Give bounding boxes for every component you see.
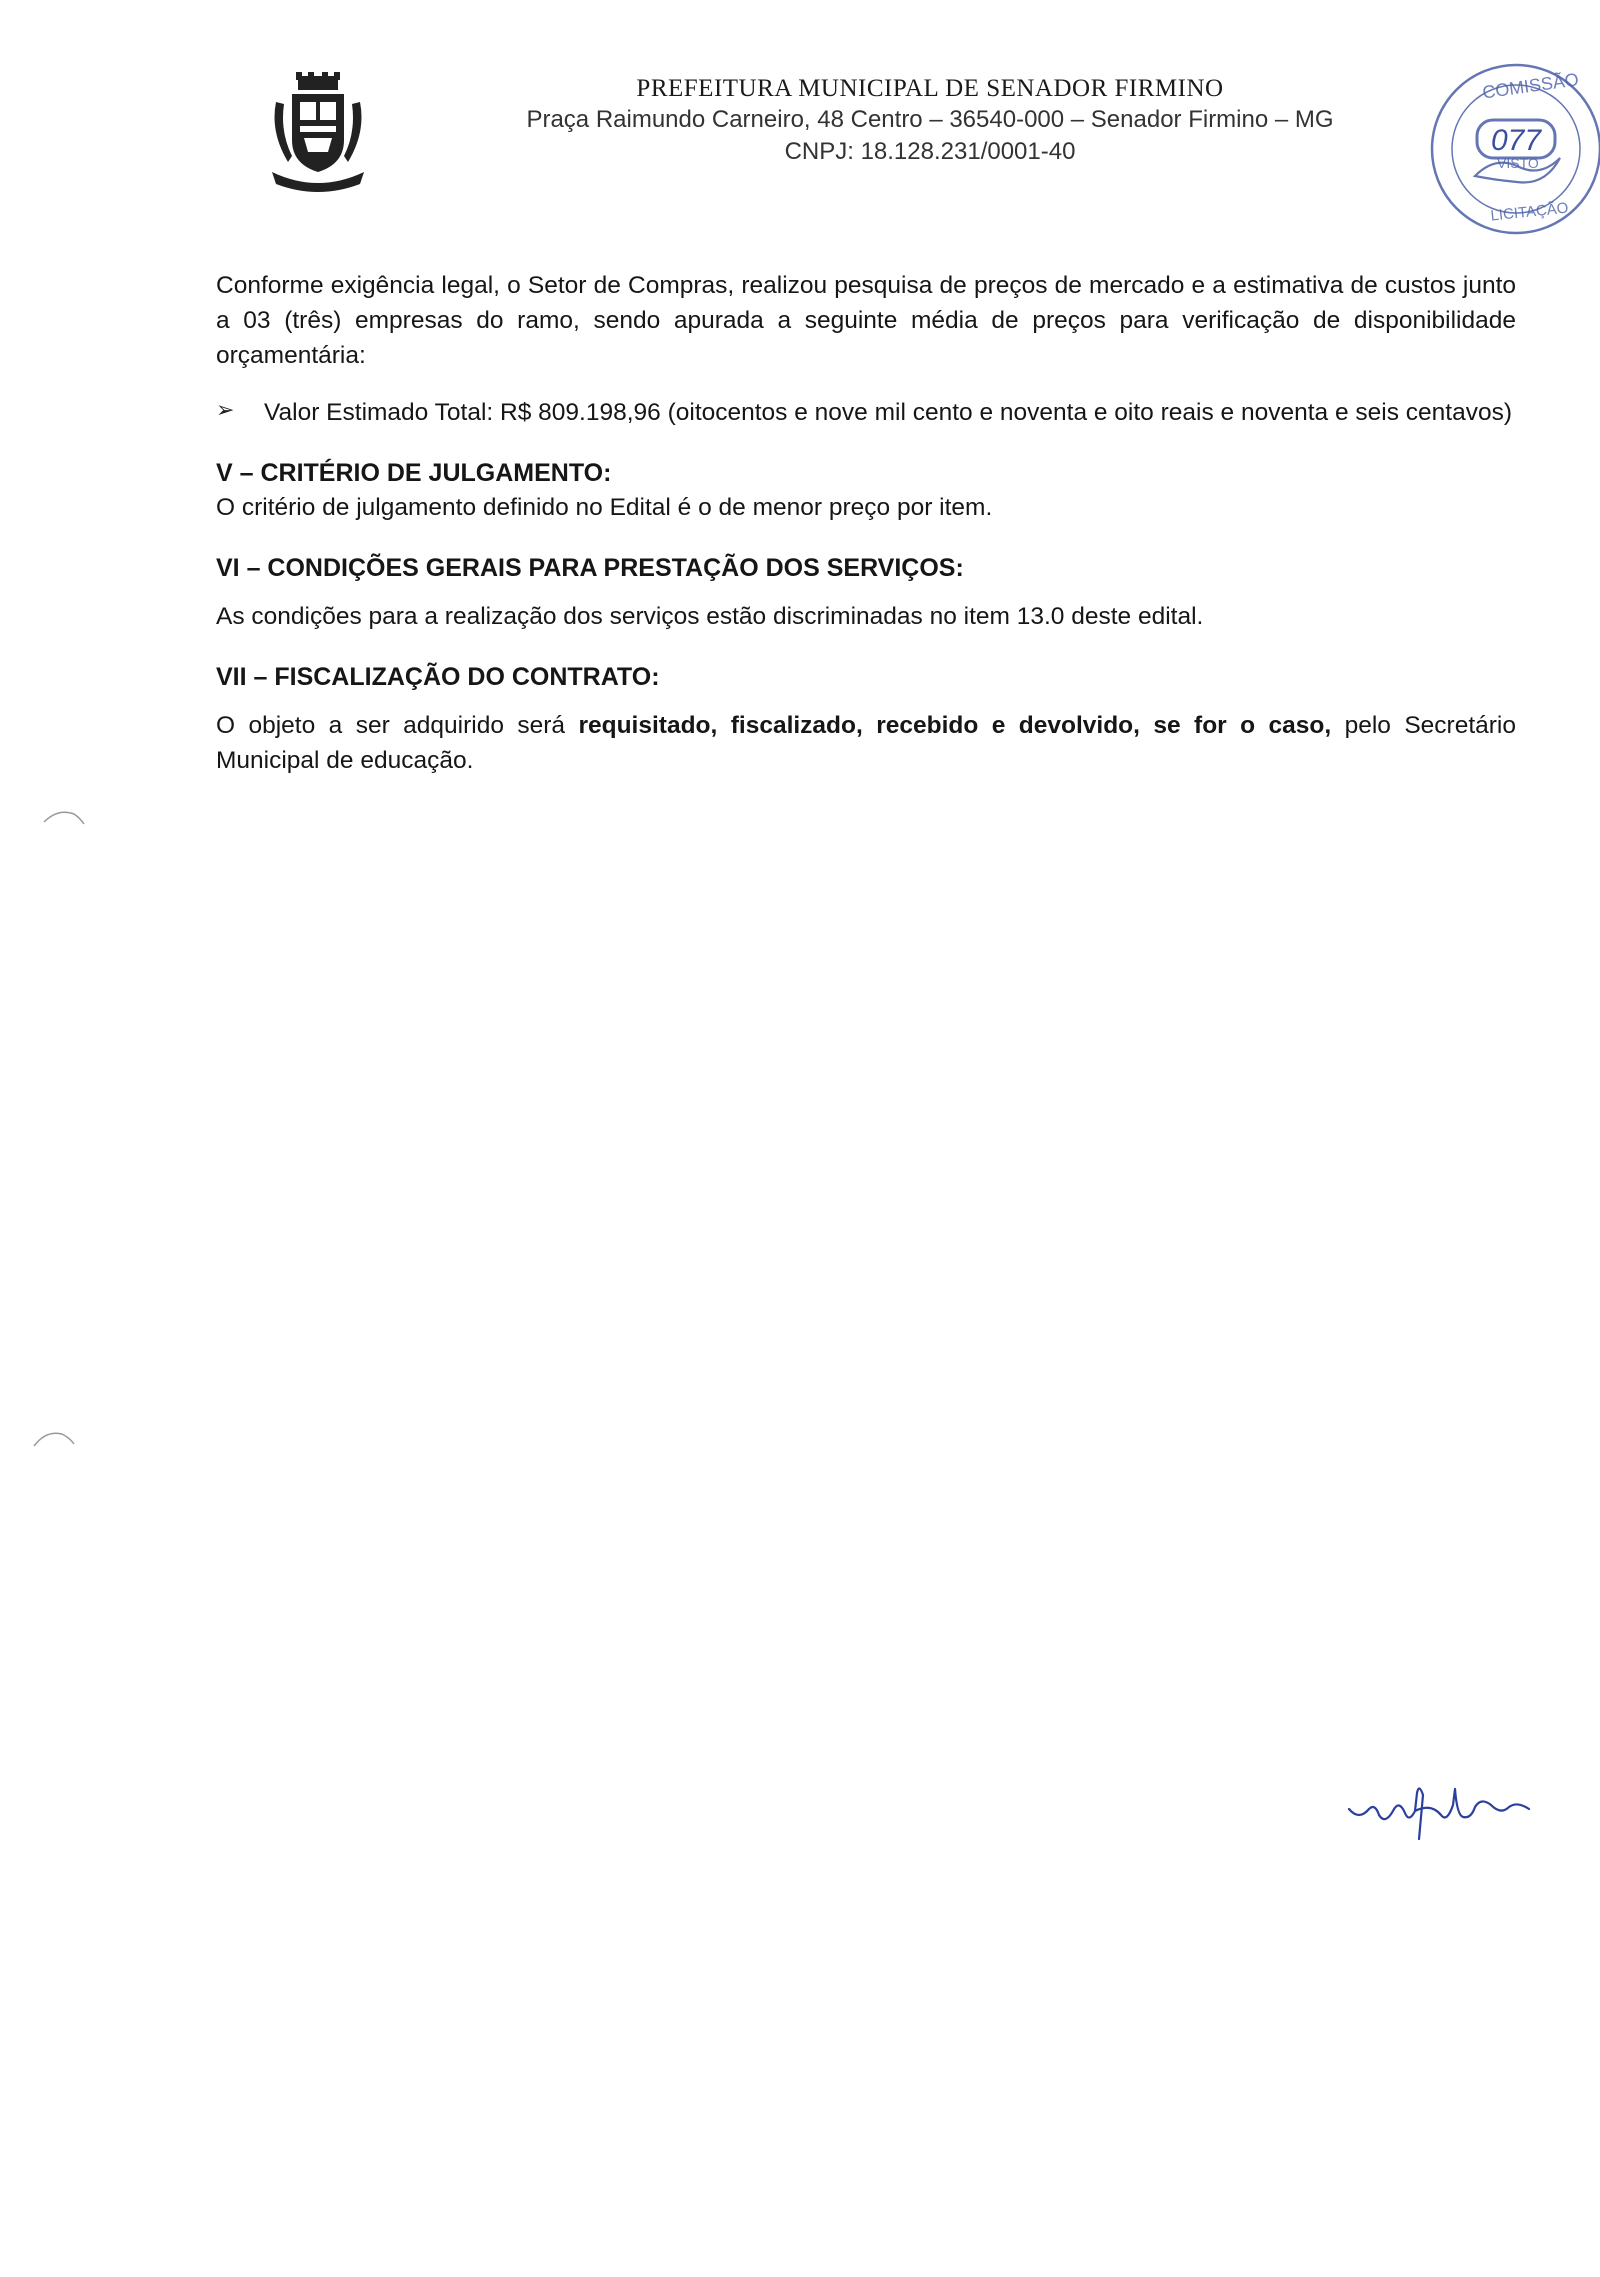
section-vii-text-bold: requisitado, fiscalizado, recebido e devolvido, se for o caso, [578,712,1332,739]
section-v-text: O critério de julgamento definido no Edital é o de menor preço por item. [216,494,993,521]
margin-mark-lower [30,1422,80,1452]
commission-stamp [1425,58,1600,240]
document-body [216,268,1516,778]
svg-text:LICITAÇÃO: LICITAÇÃO [1489,199,1570,225]
stamp-number: 077 [1490,124,1542,157]
section-v-heading: V – CRITÉRIO DE JULGAMENTO: [216,459,612,487]
estimated-value-text: Valor Estimado Total: R$ 809.198,96 (oitocentos e nove mil cento e noventa e oito reais e noventa e seis centavos) [264,399,1512,426]
handwritten-initials [1345,1775,1535,1845]
letterhead [430,74,1430,168]
section-vii-heading: VII – FISCALIZAÇÃO DO CONTRATO: [216,663,660,691]
municipal-coat-of-arms-icon [268,72,368,192]
organization-address: Praça Raimundo Carneiro, 48 Centro – 36540-000 – Senador Firmino – MG [526,106,1334,133]
section-vii [216,660,1516,778]
organization-name: PREFEITURA MUNICIPAL DE SENADOR FIRMINO [636,75,1224,102]
arrow-bullet-icon: ➢ [216,397,235,422]
svg-text:VISTO: VISTO [1497,155,1539,171]
section-vi-text: As condições para a realização dos serviços estão discriminadas no item 13.0 deste edital. [216,603,1204,630]
section-v [216,456,1516,525]
section-vii-text-start: O objeto a ser adquirido será [216,712,579,739]
estimated-value-item [216,395,1516,430]
section-vii-text-end: pelo Secretário Municipal de educação. [216,712,1516,774]
svg-text:COMISSÃO: COMISSÃO [1481,69,1580,103]
section-vi [216,551,1516,634]
intro-paragraph: Conforme exigência legal, o Setor de Compras, realizou pesquisa de preços de mercado e a estimativa de custos junto a 03 (três) empresas do ramo, sendo apurada a seguinte média de preços para verificação de disponibilidade orçamentária: [216,272,1516,369]
section-vii-text [216,708,1516,778]
margin-mark-upper [40,800,90,830]
section-vi-heading: VI – CONDIÇÕES GERAIS PARA PRESTAÇÃO DOS SERVIÇOS: [216,554,964,582]
organization-cnpj: CNPJ: 18.128.231/0001-40 [784,138,1076,165]
